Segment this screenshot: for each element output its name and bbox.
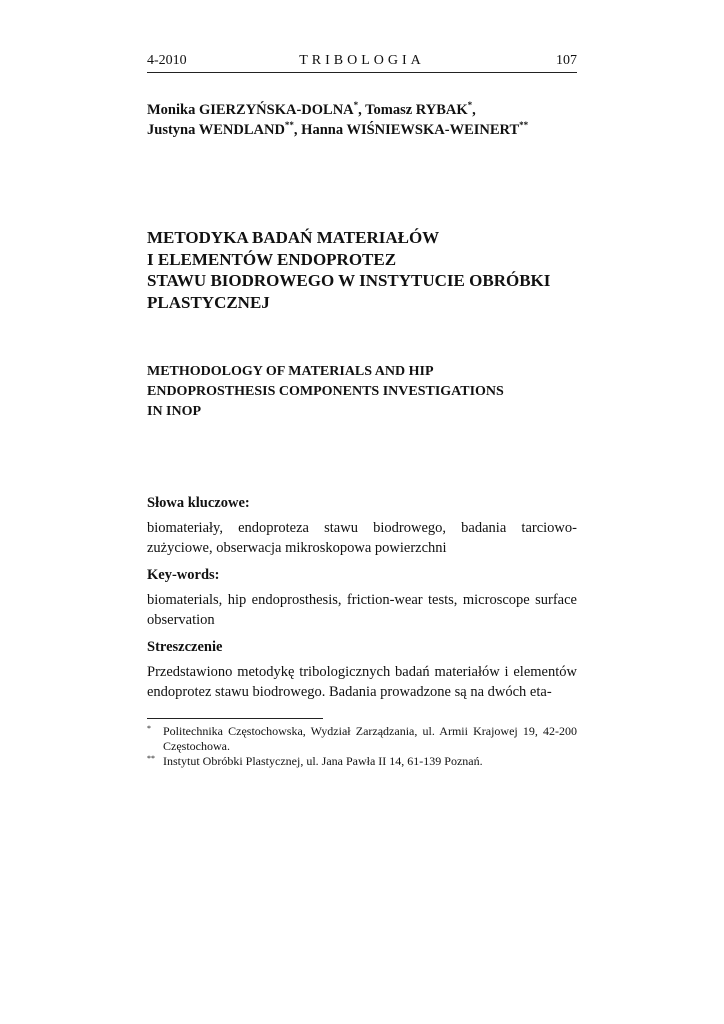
- title-polish-line: STAWU BIODROWEGO W INSTYTUCIE OBRÓBKI: [147, 271, 551, 290]
- running-head: [147, 52, 577, 72]
- author-name: Tomasz RYBAK: [365, 102, 468, 118]
- keywords-polish-text: biomateriały, endoproteza stawu biodrowego, badania tarciowo-zużyciowe, obserwacja mikroskopowa powierzchni: [147, 520, 577, 556]
- authors-line-1: [147, 100, 577, 120]
- affiliation-mark: **: [519, 120, 529, 130]
- issue-number: 4-2010: [147, 53, 187, 68]
- abstract: [147, 637, 577, 702]
- footnote-text: Politechnika Częstochowska, Wydział Zarządzania, ul. Armii Krajowej 19, 42-200 Częstochowa.: [163, 724, 577, 753]
- title-polish-line: I ELEMENTÓW ENDOPROTEZ: [147, 249, 397, 269]
- footnote-mark: **: [147, 754, 155, 763]
- affiliation-mark: **: [284, 120, 294, 130]
- affiliation-mark: *: [353, 100, 359, 110]
- keywords-english-text: biomaterials, hip endoprosthesis, friction-wear tests, microscope surface observation: [147, 592, 577, 628]
- authors-line-2: [147, 120, 577, 140]
- affiliation-mark: *: [467, 100, 473, 110]
- keywords-english: [147, 565, 577, 630]
- author-separator: ,: [358, 102, 366, 118]
- footnote-rule: [147, 718, 323, 719]
- title-polish-line: METODYKA BADAŃ MATERIAŁÓW: [147, 228, 440, 247]
- keywords-english-label: Key-words:: [147, 567, 220, 583]
- title-english-line: METHODOLOGY OF MATERIALS AND HIP: [147, 364, 434, 379]
- footnote: [147, 724, 577, 754]
- journal-name: TRIBOLOGIA: [299, 53, 425, 68]
- author-separator: ,: [472, 102, 476, 118]
- authors: [147, 100, 577, 140]
- page-number: 107: [556, 53, 577, 68]
- abstract-text: Przedstawiono metodykę tribologicznych badań materiałów i elementów endoprotez stawu biodrowego. Badania prowadzone są na dwóch eta-: [147, 664, 577, 700]
- header-rule: [147, 72, 577, 73]
- footnote-text: Instytut Obróbki Plastycznej, ul. Jana Pawła II 14, 61-139 Poznań.: [163, 754, 483, 768]
- title-polish-line: PLASTYCZNEJ: [147, 292, 270, 312]
- author-separator: ,: [293, 122, 302, 138]
- author-name: Monika GIERZYŃSKA-DOLNA: [147, 102, 354, 118]
- title-english: [147, 362, 577, 422]
- keywords-polish: [147, 493, 577, 558]
- footnote: [147, 754, 577, 769]
- title-english-line: ENDOPROSTHESIS COMPONENTS INVESTIGATIONS: [147, 384, 504, 399]
- title-english-line: IN INOP: [147, 404, 202, 419]
- title-polish: [147, 227, 577, 313]
- author-name: Hanna WIŚNIEWSKA-WEINERT: [301, 122, 520, 138]
- author-name: Justyna WENDLAND: [147, 122, 285, 138]
- keywords-polish-label: Słowa kluczowe:: [147, 495, 250, 511]
- footnote-mark: *: [147, 724, 151, 733]
- footnotes: [147, 724, 577, 769]
- abstract-label: Streszczenie: [147, 639, 223, 655]
